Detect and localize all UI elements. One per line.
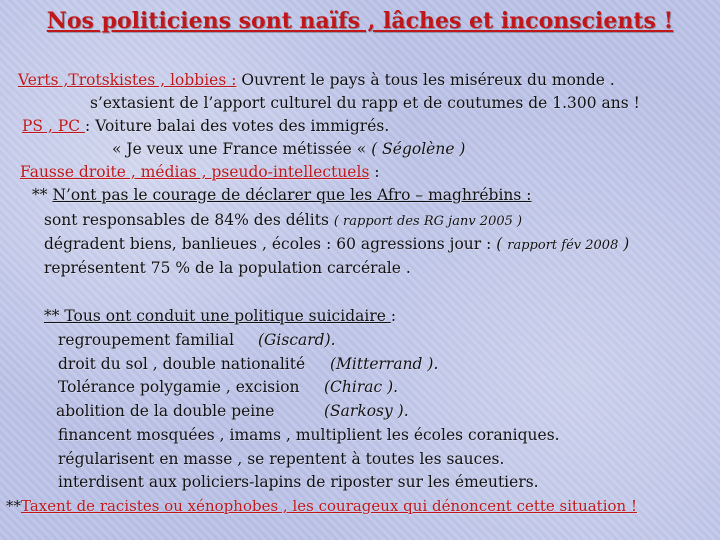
colon: : xyxy=(85,117,91,135)
source-note: ( rapport des RG janv 2005 ) xyxy=(333,214,523,229)
line-polygamie xyxy=(58,377,399,397)
politician-name: (Mitterrand ). xyxy=(330,355,439,373)
measure-text: Tolérance polygamie , excision xyxy=(58,378,300,396)
line-text: Taxent de racistes ou xénophobes , les courageux qui dénoncent cette situation ! xyxy=(21,497,637,515)
line-double-peine xyxy=(56,401,409,421)
line-fausse-droite xyxy=(20,162,380,182)
line-segolene xyxy=(112,139,465,159)
line-text: Ouvrent le pays à tous les miséreux du monde . xyxy=(236,71,615,89)
prefix: ** xyxy=(32,186,53,204)
group-label-verts: Verts ,Trotskistes , lobbies : xyxy=(18,71,237,89)
colon: : xyxy=(369,163,380,181)
source-note: rapport fév 2008 xyxy=(507,238,619,253)
colon: : xyxy=(390,307,397,325)
group-label-fausse-droite: Fausse droite , médias , pseudo-intellectuels xyxy=(20,163,370,181)
politician-name: ( Ségolène ) xyxy=(371,140,466,158)
line-regularisent: régularisent en masse , se repentent à toutes les sauces. xyxy=(58,450,505,468)
politician-name: (Giscard). xyxy=(258,331,336,349)
prefix: ** xyxy=(6,497,21,515)
measure-text: regroupement familial xyxy=(58,331,235,349)
measure-text: droit du sol , double nationalité xyxy=(58,355,306,373)
line-taxent xyxy=(6,496,637,516)
line-mosquees: financent mosquées , imams , multiplient les écoles coraniques. xyxy=(58,426,560,444)
line-extasient: s’extasient de l’apport culturel du rapp et de coutumes de 1.300 ans ! xyxy=(90,94,640,112)
line-text: sont responsables de 84% des délits xyxy=(44,211,334,229)
page-title: Nos politiciens sont naïfs , lâches et inconscients ! xyxy=(46,8,674,34)
politician-name: (Chirac ). xyxy=(324,378,399,396)
line-droit-du-sol xyxy=(58,354,439,374)
note-open: ( xyxy=(496,235,508,253)
note-close: ) xyxy=(618,235,630,253)
line-text: dégradent biens, banlieues , écoles : 60 agressions jour : xyxy=(44,235,497,253)
line-ps-pc xyxy=(22,116,389,136)
line-degradent xyxy=(44,234,629,256)
line-delits xyxy=(44,210,522,232)
line-regroupement xyxy=(58,330,336,350)
line-politique-suicidaire xyxy=(44,306,396,326)
measure-text: abolition de la double peine xyxy=(56,402,275,420)
quote-text: « Je veux une France métissée « xyxy=(112,140,372,158)
line-label: ** Tous ont conduit une politique suicidaire xyxy=(44,307,391,325)
group-label-ps-pc: PS , PC xyxy=(22,117,86,135)
line-label: N’ont pas le courage de déclarer que les Afro – maghrébins : xyxy=(52,186,532,204)
line-afro-maghrebins xyxy=(32,185,532,205)
line-verts xyxy=(18,70,615,90)
line-text: Voiture balai des votes des immigrés. xyxy=(90,117,390,135)
politician-name: (Sarkosy ). xyxy=(324,402,409,420)
line-interdisent: interdisent aux policiers-lapins de riposter sur les émeutiers. xyxy=(58,473,539,491)
line-carcerale: représentent 75 % de la population carcérale . xyxy=(44,259,411,277)
